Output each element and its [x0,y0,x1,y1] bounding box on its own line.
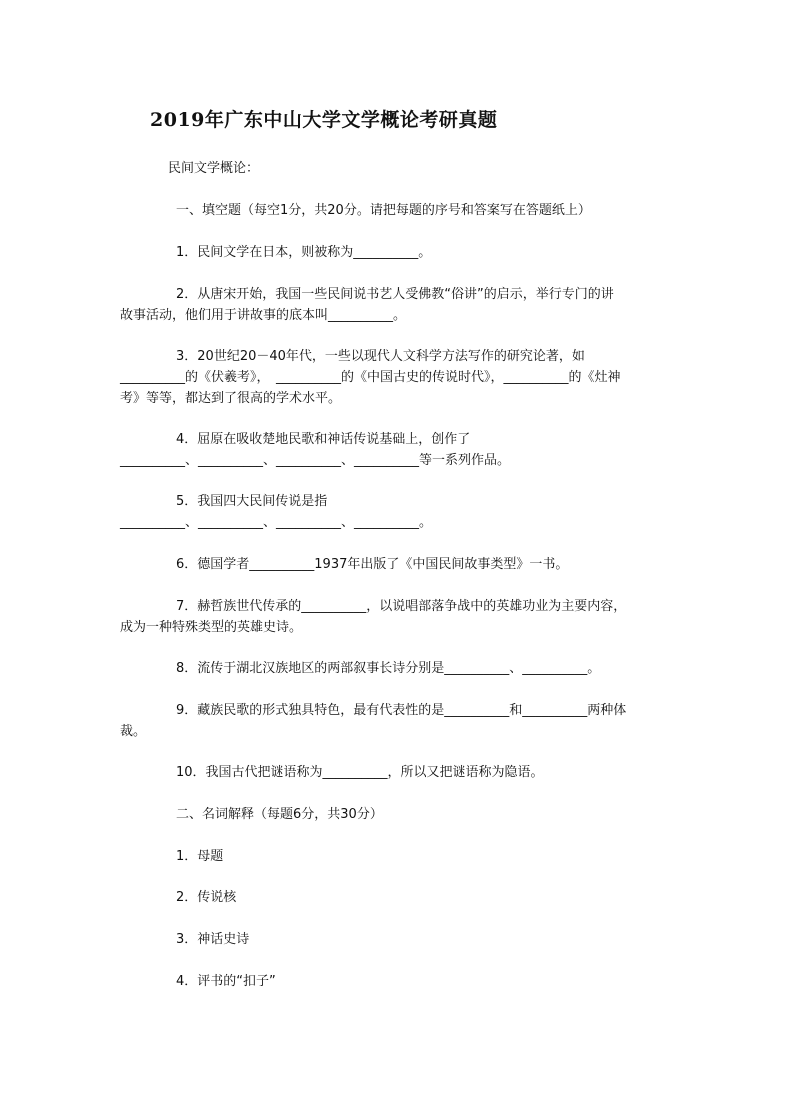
part2-heading: 二、名词解释（每题6分，共30分） [176,807,383,822]
term-item-2: 2．传说核 [176,890,237,905]
question-9-line-1: 9．藏族民歌的形式独具特色，最有代表性的是__________和__________两种体 [176,703,627,718]
question-3-line-3: 考》等等，都达到了很高的学术水平。 [120,391,342,406]
question-7-line-1: 7．赫哲族世代传承的__________，以说唱部落争战中的英雄功业为主要内容， [176,599,627,614]
question-5-line-2: __________、__________、__________、__________。 [120,515,432,530]
question-8-line-1: 8．流传于湖北汉族地区的两部叙事长诗分别是__________、__________。 [176,661,601,676]
question-3-line-1: 3．20世纪20－40年代，一些以现代人文科学方法写作的研究论著，如 [176,349,585,364]
term-item-3: 3．神话史诗 [176,932,250,947]
question-9-line-2: 裁。 [120,724,147,739]
term-item-1: 1．母题 [176,849,224,864]
question-10-line-1: 10．我国古代把谜语称为__________，所以又把谜语称为隐语。 [176,765,544,780]
question-7-line-2: 成为一种特殊类型的英雄史诗。 [120,620,303,635]
section-heading: 民间文学概论： [168,161,260,176]
question-2-line-1: 2．从唐宋开始，我国一些民间说书艺人受佛教“俗讲”的启示，举行专门的讲 [176,287,614,302]
part1-heading: 一、填空题（每空1分，共20分。请把每题的序号和答案写在答题纸上） [176,203,591,218]
question-6-line-1: 6．德国学者__________1937年出版了《中国民间故事类型》一书。 [176,557,569,572]
page-title: 2019年广东中山大学文学概论考研真题 [150,109,498,131]
question-4-line-2: __________、__________、__________、__________等一系列作品。 [120,453,511,468]
question-3-line-2: __________的《伏羲考》， __________的《中国古史的传说时代》，__________的《灶神 [120,370,621,385]
question-4-line-1: 4．屈原在吸收楚地民歌和神话传说基础上，创作了 [176,432,471,447]
question-1-line-1: 1．民间文学在日本，则被称为__________。 [176,245,432,260]
question-2-line-2: 故事活动，他们用于讲故事的底本叫__________。 [120,308,407,323]
term-item-4: 4．评书的“扣子” [176,974,276,989]
question-5-line-1: 5．我国四大民间传说是指 [176,494,328,509]
